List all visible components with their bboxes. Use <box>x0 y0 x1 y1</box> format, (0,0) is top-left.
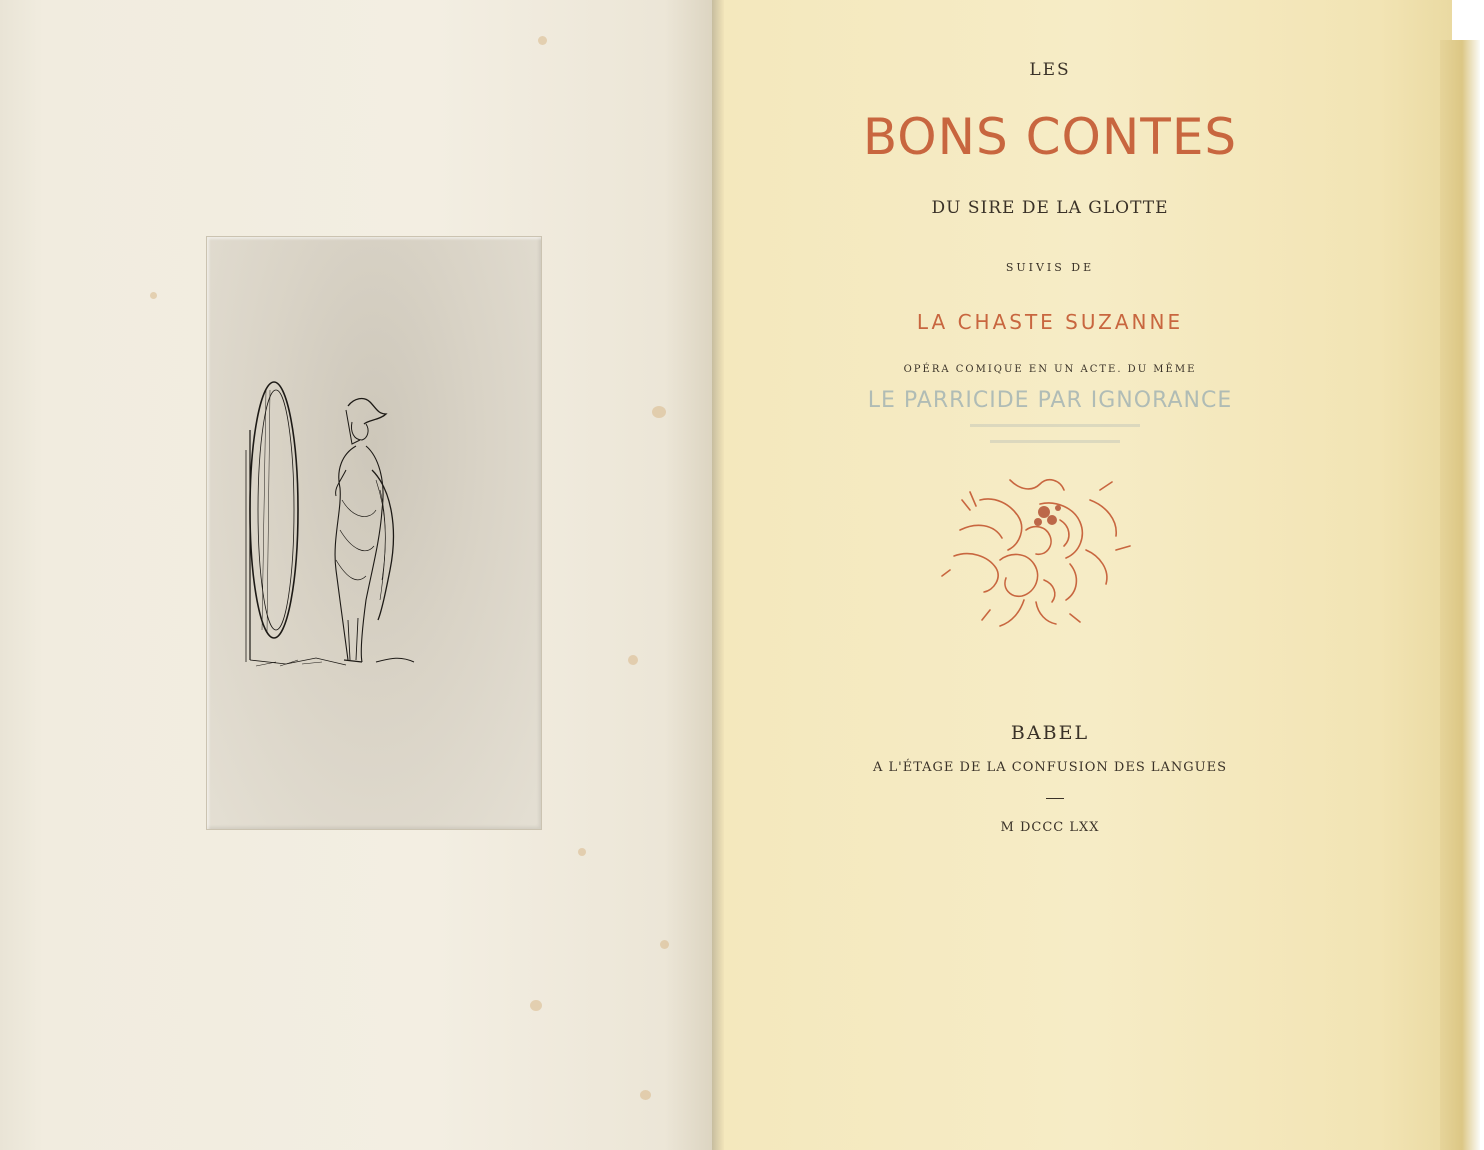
genre-line: OPÉRA COMIQUE EN UN ACTE. DU MÊME <box>903 364 1197 375</box>
year: M DCCC LXX <box>1000 820 1100 835</box>
etching-illustration <box>236 370 426 675</box>
foxing-spot <box>660 940 669 949</box>
separator-dash <box>1046 798 1064 799</box>
offset-ghost-line <box>990 440 1120 443</box>
second-title: LA CHASTE SUZANNE <box>916 310 1184 334</box>
subtitle: DU SIRE DE LA GLOTTE <box>931 198 1169 218</box>
red-vignette-ornament <box>940 460 1140 630</box>
publisher: BABEL <box>1010 722 1090 744</box>
foxing-spot <box>530 1000 542 1011</box>
title-les: LES <box>1029 60 1071 80</box>
suivis-de: SUIVIS DE <box>1005 261 1095 274</box>
left-page <box>0 0 722 1150</box>
foxing-spot <box>538 36 547 45</box>
foxing-spot <box>640 1090 651 1100</box>
foxing-spot <box>150 292 157 299</box>
offset-ghost-line <box>970 424 1140 427</box>
main-title: BONS CONTES <box>862 108 1238 166</box>
foxing-spot <box>652 406 666 418</box>
offset-ghost-text: LE PARRICIDE PAR IGNORANCE <box>867 388 1233 413</box>
imprint: A L'ÉTAGE DE LA CONFUSION DES LANGUES <box>872 760 1227 775</box>
foxing-spot <box>628 655 638 665</box>
page-edges <box>1440 40 1480 1150</box>
foxing-spot <box>578 848 586 856</box>
